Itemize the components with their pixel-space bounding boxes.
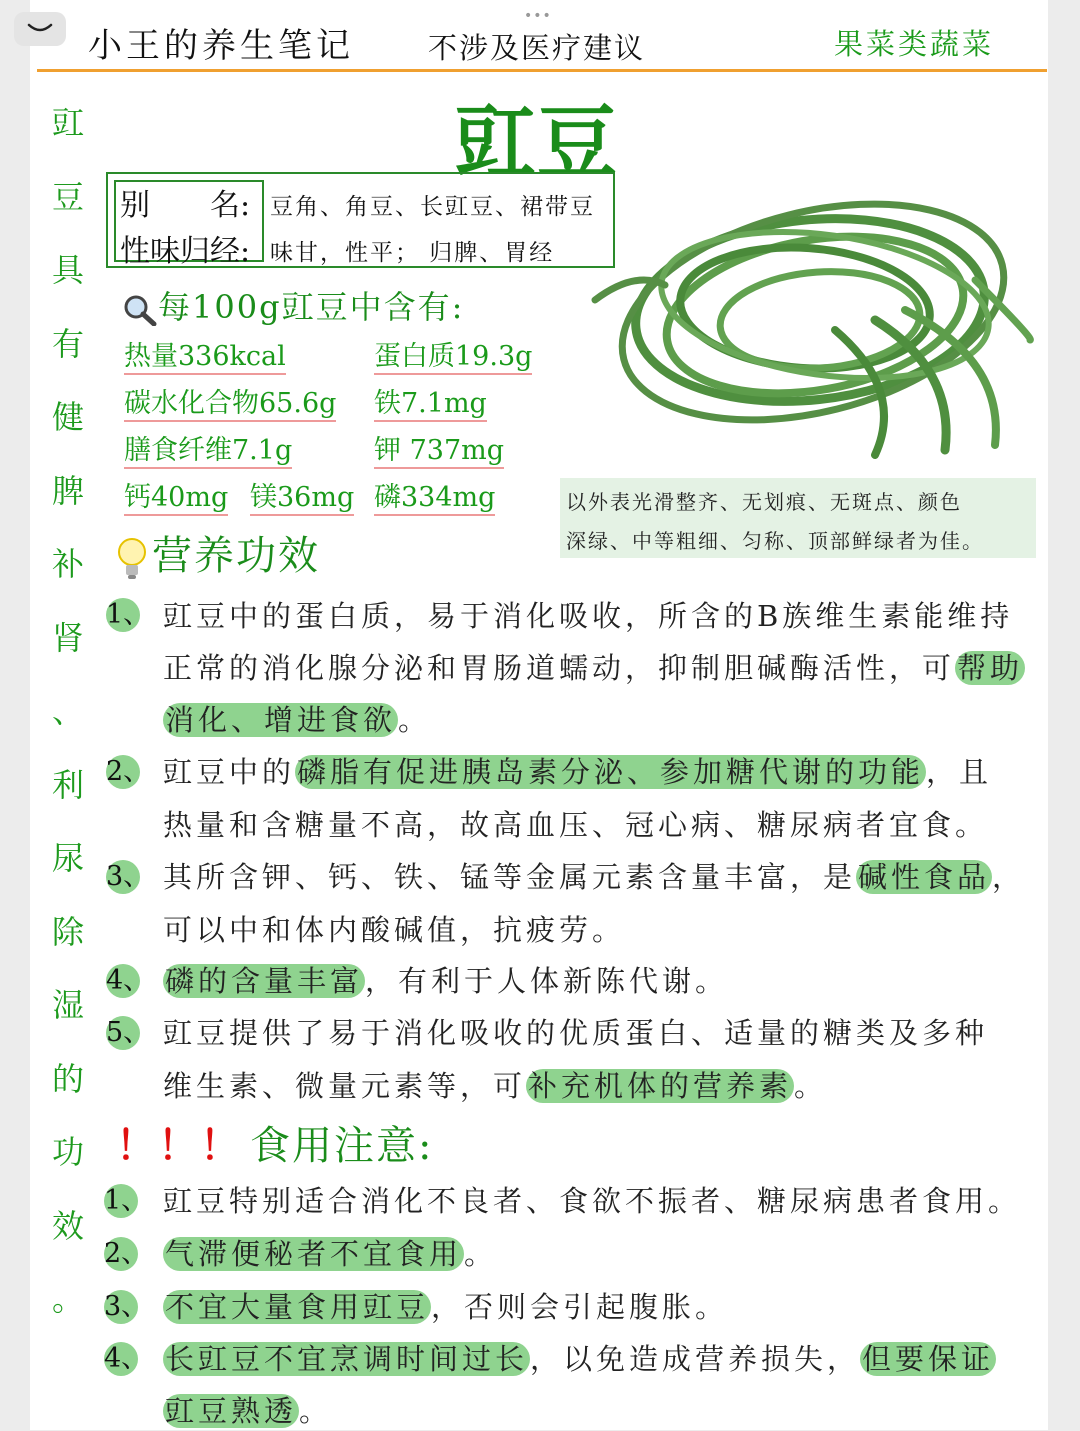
section-nutrition-heading — [116, 524, 320, 581]
page-title: 豇豆 — [455, 95, 619, 189]
highlight: 长豇豆不宜烹调时间过长 — [165, 1342, 529, 1376]
nutrition-text: 豇豆中的蛋白质，易于消化吸收，所含的B族维生素能维持 — [163, 599, 1014, 633]
caution-text — [163, 1339, 996, 1379]
text-segment: 维生素、微量元素等，可 — [163, 1069, 527, 1103]
nutrient-iron: 铁7.1mg — [374, 387, 487, 422]
nutrition-title-text: 每100g豇豆中含有: — [158, 288, 465, 326]
caution-text — [163, 1391, 332, 1431]
text-segment: 。 — [398, 703, 432, 737]
long-bean-image — [575, 190, 1045, 460]
vertical-char: 豆 — [51, 177, 84, 216]
nature-value: 味甘，性平； 归脾、胃经 — [270, 240, 555, 266]
vertical-char: 尿 — [51, 839, 84, 877]
nutrition-text — [163, 648, 1025, 688]
more-dots[interactable]: ••• — [524, 8, 552, 24]
caution-text — [163, 1287, 728, 1327]
lightbulb-icon — [116, 537, 148, 581]
section-caution-title: 食用注意: — [250, 1123, 434, 1169]
nutrient-phosphorus: 磷334mg — [374, 481, 495, 516]
nutrition-text: 可以中和体内酸碱值，抗疲劳。 — [163, 913, 626, 947]
nutrient-carbohydrate: 碳水化合物65.6g — [124, 387, 336, 422]
vertical-char: 有 — [51, 324, 84, 363]
collapse-button[interactable] — [14, 12, 66, 46]
header — [0, 0, 1080, 72]
caution-text: 豇豆特别适合消化不良者、食欲不振者、糖尿病患者食用。 — [163, 1184, 1022, 1218]
item-number: 3、 — [104, 1291, 149, 1322]
highlight: 帮助 — [957, 651, 1024, 685]
nutrient-fiber: 膳食纤维7.1g — [124, 434, 292, 469]
highlight: 磷的含量丰富 — [165, 964, 364, 998]
highlight: 消化、增进食欲 — [165, 703, 397, 737]
vertical-char: 效 — [51, 1206, 84, 1245]
highlight: 磷脂有促进胰岛素分泌、参加糖代谢的功能 — [297, 755, 925, 789]
nutrition-text — [163, 700, 431, 740]
nutrition-text: 热量和含糖量不高，故高血压、冠心病、糖尿病者宜食。 — [163, 808, 989, 842]
vertical-char: 的 — [51, 1059, 84, 1098]
text-segment: 其所含钾、钙、铁、锰等金属元素含量丰富，是 — [163, 860, 857, 894]
vertical-char: 肾 — [51, 618, 84, 657]
highlight: 不宜大量食用豇豆 — [165, 1290, 430, 1324]
nature-label: 性味归经: — [120, 234, 251, 269]
vertical-char: 湿 — [51, 986, 84, 1024]
text-segment: 。 — [299, 1394, 333, 1428]
vertical-char: 补 — [51, 545, 84, 583]
item-number: 4、 — [104, 1343, 149, 1374]
chevron-down-icon — [27, 22, 53, 36]
vertical-char: 具 — [51, 251, 84, 289]
item-number: 4、 — [106, 965, 151, 996]
text-segment: ，且 — [926, 755, 993, 789]
item-number: 3、 — [106, 861, 151, 892]
note-title: 小王的养生笔记 — [88, 26, 354, 66]
text-segment: ，以免造成营养损失， — [530, 1342, 861, 1376]
vertical-char: 利 — [51, 765, 84, 804]
alias-value: 豆角、角豆、长豇豆、裙带豆 — [270, 194, 595, 220]
item-number: 2、 — [104, 1238, 149, 1269]
nutrient-calcium: 钙40mg — [124, 481, 228, 516]
text-segment: 豇豆中的 — [163, 755, 296, 789]
item-number: 1、 — [104, 1185, 149, 1216]
section-caution-heading — [116, 1114, 433, 1171]
text-segment: ，有利于人体新陈代谢。 — [365, 964, 729, 998]
selection-tip-line: 深绿、中等粗细、匀称、顶部鲜绿者为佳。 — [566, 529, 984, 553]
header-divider — [37, 69, 1047, 72]
vertical-char: 。 — [51, 1280, 84, 1318]
vertical-summary — [48, 100, 88, 1350]
text-segment: ， — [992, 860, 1026, 894]
nutrient-protein: 蛋白质19.3g — [374, 340, 532, 375]
item-number: 5、 — [106, 1017, 151, 1048]
nutrition-title — [122, 282, 464, 328]
nutrition-text — [163, 1066, 827, 1106]
nutrient-magnesium: 镁36mg — [250, 481, 354, 516]
text-segment: 。 — [464, 1237, 498, 1271]
vertical-char: 健 — [51, 398, 84, 436]
text-segment: 。 — [794, 1069, 828, 1103]
text-segment: ，否则会引起腹胀。 — [431, 1290, 729, 1324]
nutrition-text: 豇豆提供了易于消化吸收的优质蛋白、适量的糖类及多种 — [163, 1016, 989, 1050]
highlight: 豇豆熟透 — [165, 1394, 298, 1428]
nutrient-energy: 热量336kcal — [124, 340, 286, 375]
text-segment: 正常的消化腺分泌和胃肠道蠕动，抑制胆碱酶活性，可 — [163, 651, 956, 685]
search-icon — [122, 294, 158, 326]
alias-label: 别 名: — [120, 188, 251, 223]
nutrition-text — [163, 857, 1025, 897]
nutrition-text — [163, 961, 728, 1001]
vertical-char: 、 — [51, 692, 84, 730]
caution-text — [163, 1234, 497, 1274]
vertical-char: 脾 — [51, 471, 84, 510]
selection-tip-line: 以外表光滑整齐、无划痕、无斑点、颜色 — [566, 490, 962, 514]
vertical-char: 除 — [51, 912, 84, 951]
highlight: 气滞便秘者不宜食用 — [165, 1237, 463, 1271]
disclaimer: 不涉及医疗建议 — [428, 31, 646, 65]
item-number: 1、 — [106, 599, 151, 630]
nutrition-text — [163, 752, 992, 792]
highlight: 但要保证 — [862, 1342, 995, 1376]
nutrient-potassium: 钾 737mg — [374, 434, 504, 469]
highlight: 碱性食品 — [858, 860, 991, 894]
section-nutrition-title: 营养功效 — [152, 533, 320, 579]
highlight: 补充机体的营养素 — [528, 1069, 793, 1103]
vertical-char: 功 — [51, 1133, 84, 1171]
warning-icon: ！！！ — [116, 1122, 242, 1169]
category-label: 果菜类蔬菜 — [834, 27, 995, 61]
item-number: 2、 — [106, 756, 151, 787]
vertical-char: 豇 — [51, 104, 84, 142]
